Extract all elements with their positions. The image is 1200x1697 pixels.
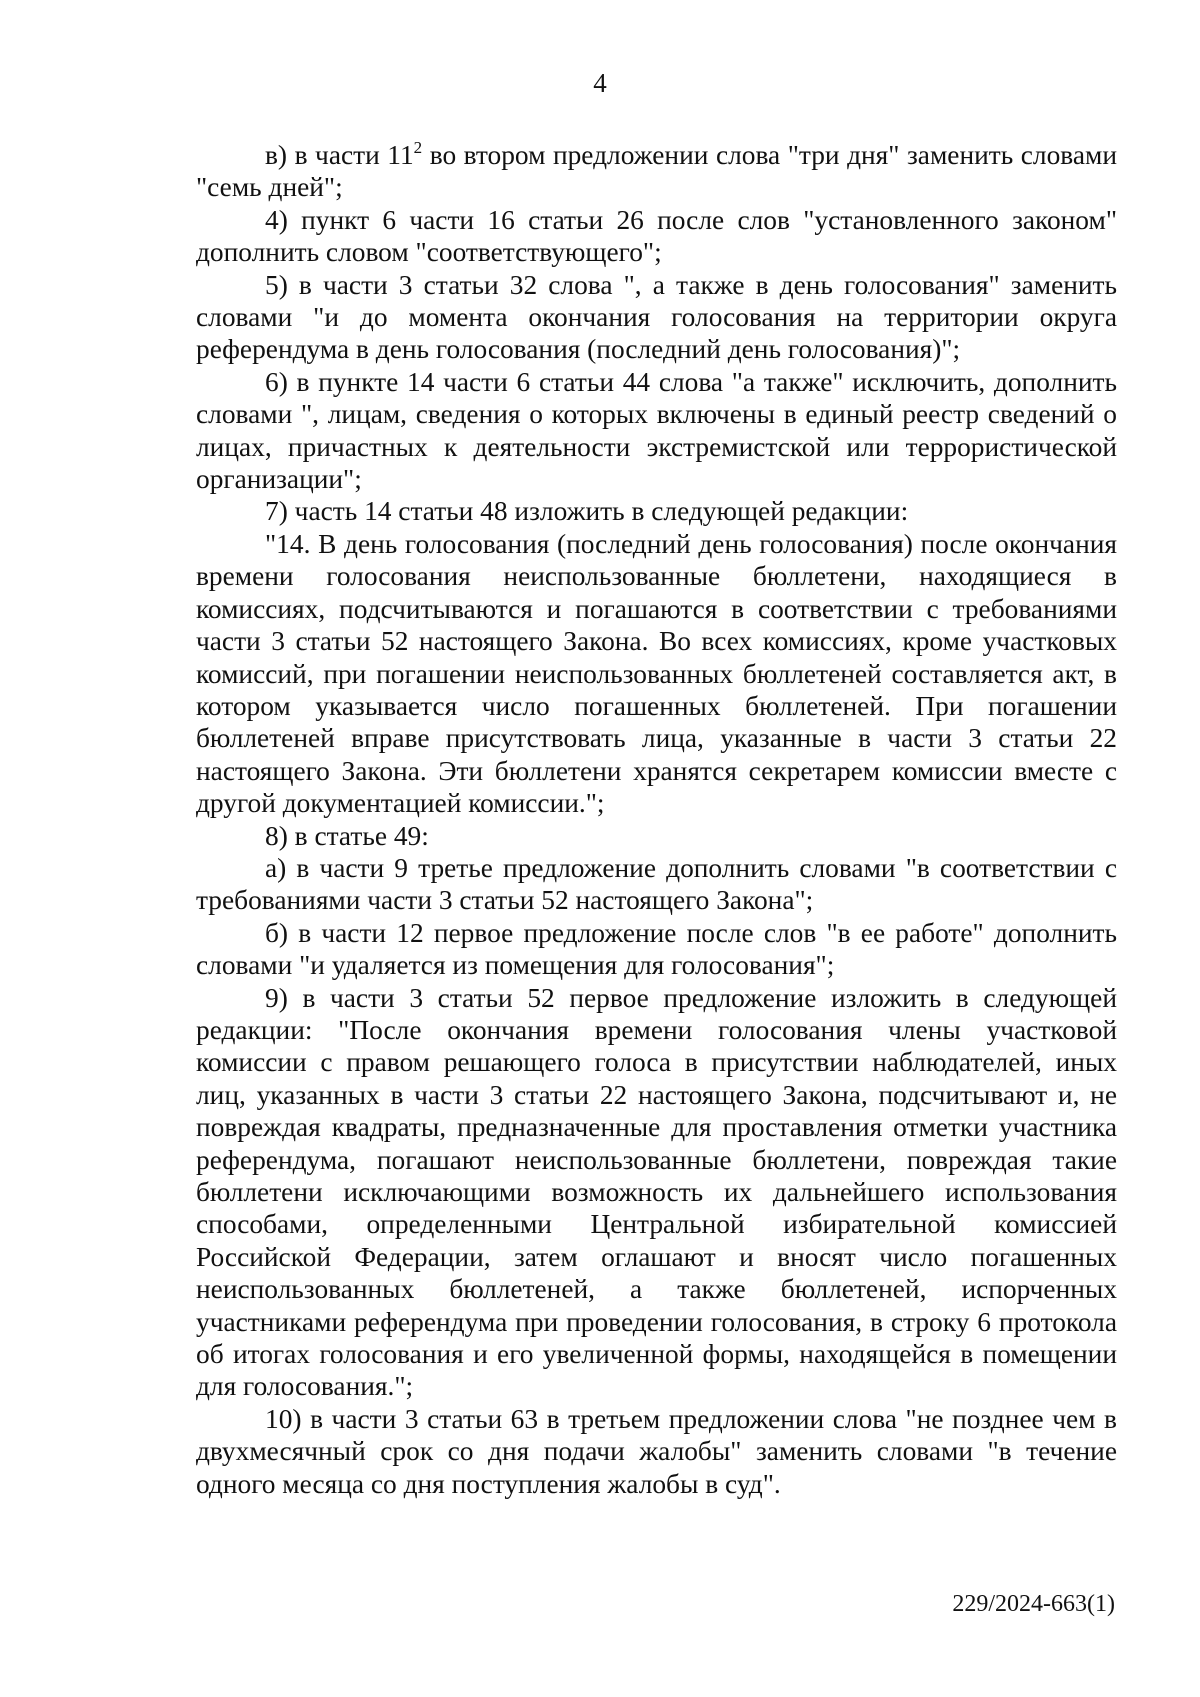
paragraph-quoted-part-14: "14. В день голосования (последний день голосования) после окончания времени голосования неиспользованные бюллетени, находящиеся в комиссиях, подсчитываются и погашаются в соответствии с требованиями части 3 статьи 52 настоящего Закона. Во всех комиссиях, кроме участковых комиссий, при погашении неиспользованных бюллетеней составляется акт, в котором указывается число погашенных бюллетеней. При погашении бюллетеней вправе присутствовать лица, указанные в части 3 статьи 22 настоящего Закона. Эти бюллетени хранятся секретарем комиссии вместе с другой документацией комиссии.";	[196, 528, 1117, 819]
paragraph-subitem-b: б) в части 12 первое предложение после слов "в ее работе" дополнить словами "и удаляется из помещения для голосования";	[196, 917, 1117, 981]
paragraph-item-7: 7) часть 14 статьи 48 изложить в следующей редакции:	[265, 496, 909, 527]
paragraph-item-9: 9) в части 3 статьи 52 первое предложение изложить в следующей редакции: "После окончания времени голосования члены участковой комиссии с правом решающего голоса в присутствии наблюдателей, иных лиц, указанных в части 3 статьи 22 настоящего Закона, подсчитывают и, не повреждая квадраты, предназначенные для проставления отметки участника референдума, погашают неиспользованные бюллетени, повреждая такие бюллетени исключающими возможность их дальнейшего использования способами, определенными Центральной избирательной комиссией Российской Федерации, затем оглашают и вносят число погашенных неиспользованных бюллетеней, а также бюллетеней, испорченных участниками референдума при проведении голосования, в строку 6 протокола об итогах голосования и его увеличенной формы, находящейся в помещении для голосования.";	[196, 982, 1117, 1402]
superscript-index: 2	[413, 138, 423, 157]
paragraph-item-8: 8) в статье 49:	[265, 820, 429, 851]
paragraph-item-4: 4) пункт 6 части 16 статьи 26 после слов "установленного законом" дополнить словом "соответствующего";	[196, 204, 1117, 268]
paragraph-v-end: во втором предложении слова "три дня" заменить словами "семь дней";	[196, 140, 1117, 203]
document-body	[196, 139, 1117, 1500]
paragraph-item-10: 10) в части 3 статьи 63 в третьем предложении слова "не позднее чем в двухмесячный срок со дня подачи жалобы" заменить словами "в течение одного месяца со дня поступления жалобы в суд".	[196, 1403, 1117, 1499]
paragraph-item-5: 5) в части 3 статьи 32 слова ", а также в день голосования" заменить словами "и до момента окончания голосования на территории округа референдума в день голосования (последний день голосования)";	[196, 269, 1117, 365]
document-reference-number: 229/2024-663(1)	[952, 1591, 1115, 1617]
paragraph-v	[196, 139, 1117, 204]
paragraph-item-6: 6) в пункте 14 части 6 статьи 44 слова "а также" исключить, дополнить словами ", лицам, сведения о которых включены в единый реестр сведений о лицах, причастных к деятельности экстремистской или террористической организации";	[196, 366, 1117, 495]
paragraph-v-start: в) в части 11	[265, 140, 414, 170]
page-number: 4	[593, 68, 607, 98]
paragraph-subitem-a: а) в части 9 третье предложение дополнить словами "в соответствии с требованиями части 3 статьи 52 настоящего Закона";	[196, 852, 1117, 916]
